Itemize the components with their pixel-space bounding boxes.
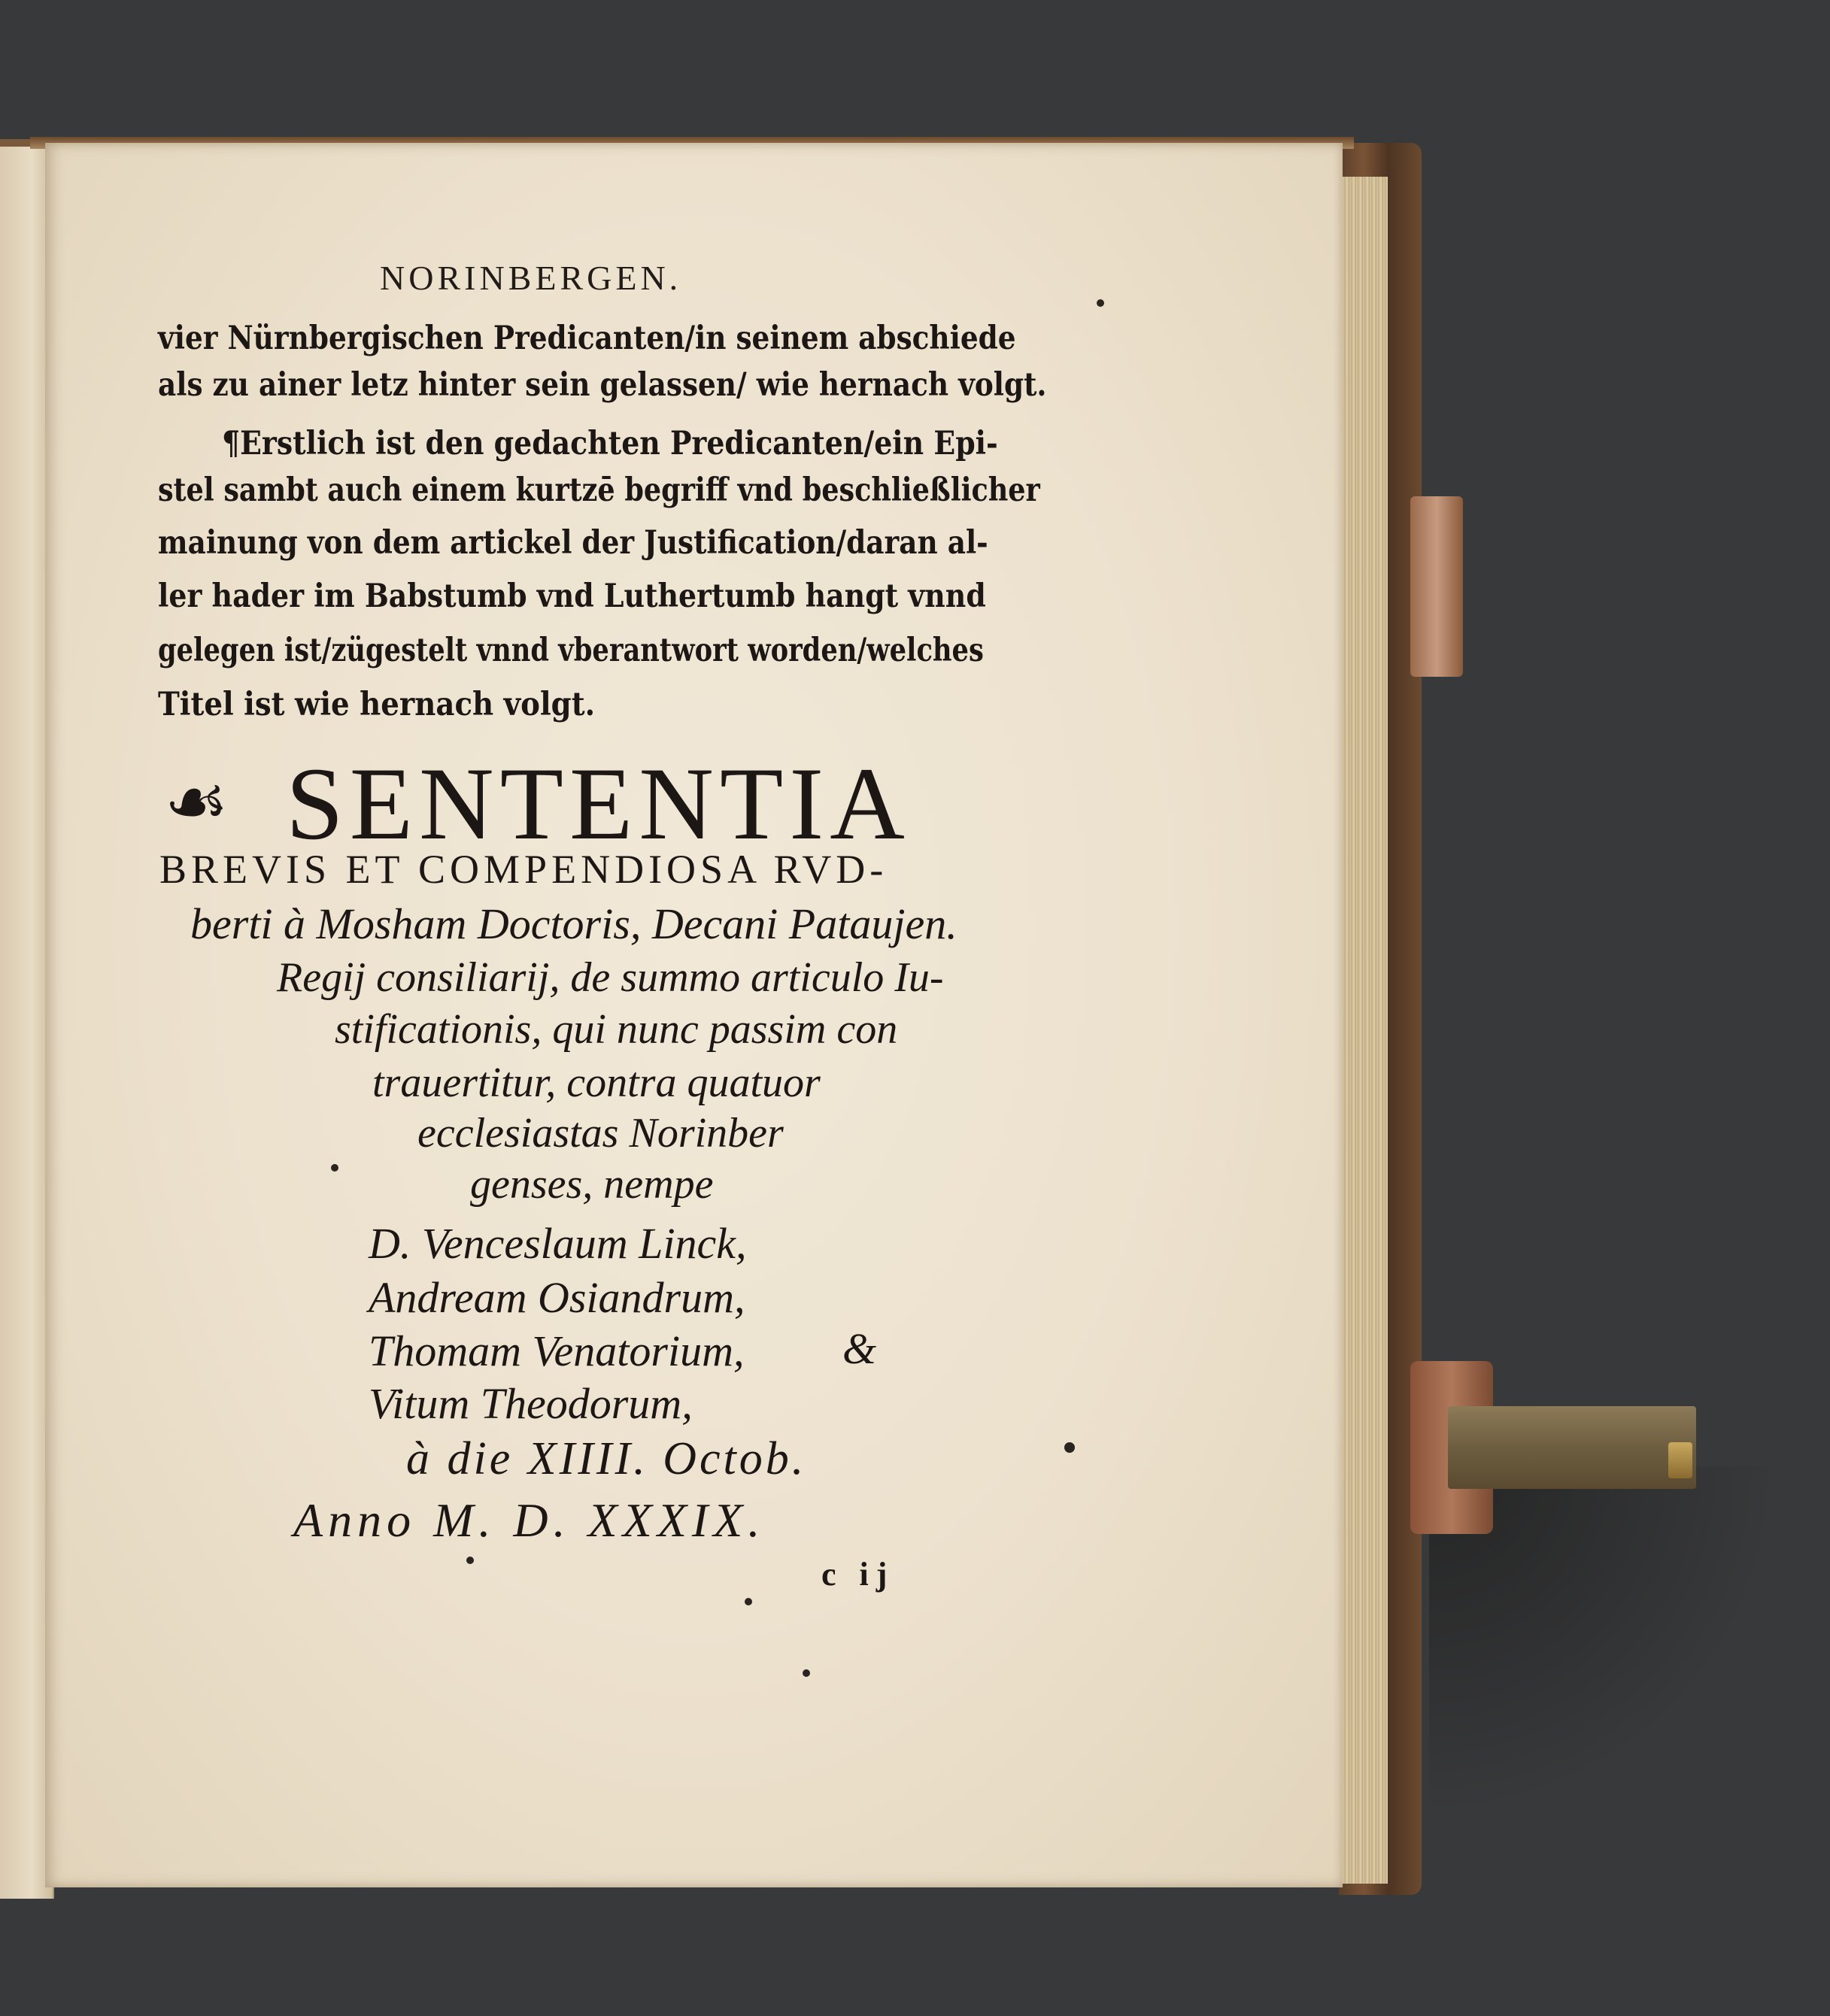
german-line-2: als zu ainer letz hinter sein gelassen/ wie hernach volgt. — [158, 366, 1047, 404]
name-venatorius: Thomam Venatorium, — [369, 1326, 745, 1375]
latin-line-4: trauertitur, contra quatuor — [372, 1060, 821, 1106]
german-line-7: gelegen ist/zügestelt vnnd vberantwort worden/welches — [158, 632, 984, 669]
latin-line-3: stificationis, qui nunc passim con — [335, 1006, 898, 1053]
latin-line-1: berti à Mosham Doctoris, Decani Pataujen. — [190, 899, 957, 948]
wormhole — [745, 1598, 752, 1605]
subtitle-caps: BREVIS ET COMPENDIOSA RVD- — [159, 847, 888, 892]
german-line-6: ler hader im Babstumb vnd Luthertumb hangt vnnd — [158, 578, 986, 615]
name-linck: D. Venceslaum Linck, — [369, 1219, 747, 1268]
running-head: NORINBERGEN. — [380, 259, 682, 297]
german-line-3: ¶Erstlich ist den gedachten Predicanten/ein Epi- — [222, 425, 998, 462]
latin-line-5: ecclesiastas Norinber — [417, 1110, 784, 1157]
german-line-4: stel sambt auch einem kurtzē begriff vnd beschließlicher — [158, 471, 1040, 509]
fleuron-ornament: ☙ — [164, 759, 229, 844]
wormhole — [1064, 1442, 1075, 1453]
wormhole — [1097, 299, 1104, 307]
signature-mark: c ij — [821, 1556, 895, 1593]
german-line-5: mainung von dem artickel der Justification/daran al- — [158, 524, 988, 562]
main-title: SENTENTIA — [286, 746, 911, 861]
wormhole — [331, 1164, 338, 1172]
ampersand: & — [842, 1324, 877, 1373]
date-line: à die XIIII. Octob. — [406, 1433, 807, 1484]
year-line: Anno M. D. XXXIX. — [293, 1493, 766, 1547]
wormhole — [466, 1557, 474, 1564]
latin-line-2: Regij consiliarij, de summo articulo Iu- — [277, 954, 944, 1001]
latin-line-6: genses, nempe — [470, 1161, 714, 1208]
clasp-tip — [1668, 1442, 1692, 1478]
name-theodorus: Vitum Theodorum, — [369, 1379, 693, 1428]
german-line-1: vier Nürnbergischen Predicanten/in seinem abschiede — [158, 320, 1016, 357]
wormhole — [803, 1669, 810, 1677]
name-osiander: Andream Osiandrum, — [369, 1273, 745, 1322]
top-clasp — [1410, 496, 1463, 677]
bottom-clasp-metal — [1448, 1406, 1696, 1489]
fore-edge — [1343, 177, 1388, 1884]
german-line-8: Titel ist wie hernach volgt. — [158, 686, 596, 723]
